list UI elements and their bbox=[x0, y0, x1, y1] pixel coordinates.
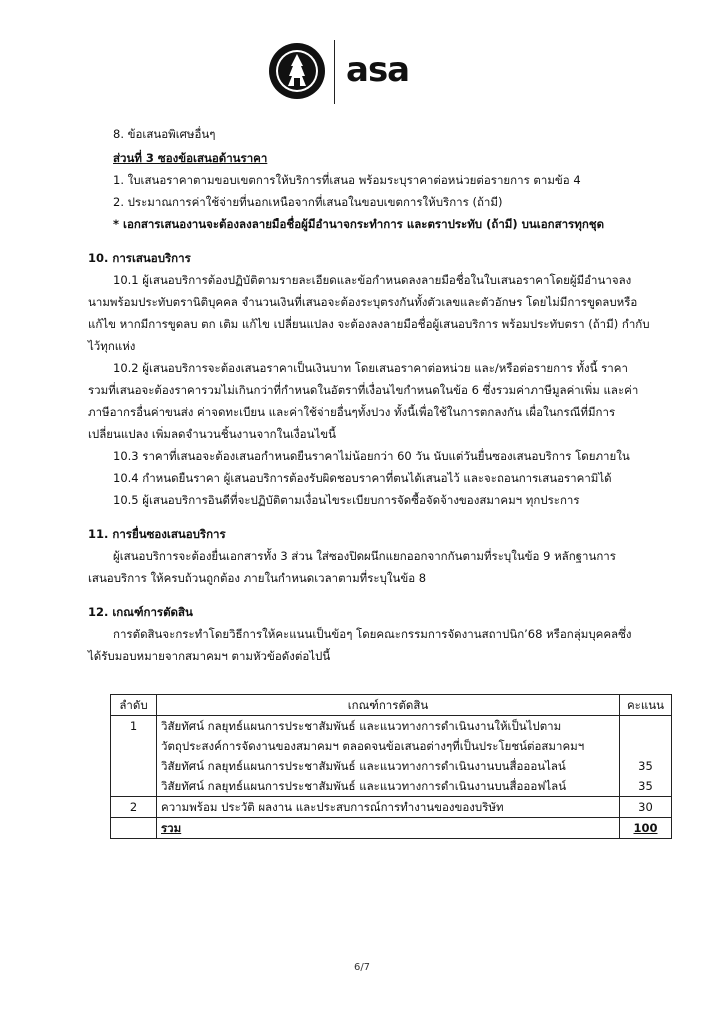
clause-10-2-line2: รวมที่เสนอจะต้องราคารวมไม่เกินกว่าที่กำหนดในอัตราที่เงื่อนไขกำหนดในข้อ 6 ซึ่งรวมค่าภาษีมูลค่าเพิ่ม และค่า bbox=[88, 383, 639, 397]
header-logos bbox=[268, 38, 448, 108]
clause-10-1-line3: แก้ไข หากมีการขูดลบ ตก เติม แก้ไข เปลี่ยนแปลง จะต้องลงลายมือชื่อผู้เสนอบริการ พร้อมประทับตรา (ถ้ามี) กำกับ bbox=[88, 317, 650, 331]
section11-line2: เสนอบริการ ให้ครบถ้วนถูกต้อง ภายในกำหนดเวลาตามที่ระบุในข้อ 8 bbox=[88, 571, 427, 585]
row1-score-online: 35 bbox=[638, 759, 653, 773]
clause-10-4: 10.4 กำหนดยืนราคา ผู้เสนอบริการต้องรับผิดชอบราคาที่ตนได้เสนอไว้ และจะถอนการเสนอราคามิได้ bbox=[113, 471, 612, 485]
total-score: 100 bbox=[620, 818, 672, 839]
clause-10-2-line4: เปลี่ยนแปลง เพิ่มลดจำนวนชิ้นงานจากในเงื่อนไขนี้ bbox=[88, 427, 336, 441]
association-seal-icon bbox=[268, 42, 326, 100]
clause-10-1-line2: นามพร้อมประทับตรานิติบุคคล จำนวนเงินที่เสนอจะต้องระบุตรงกันทั้งตัวเลขและตัวอักษร โดยไม่มีการขูดลบหรือ bbox=[88, 295, 638, 309]
header-score: คะแนน bbox=[620, 695, 672, 716]
section12-line1: การตัดสินจะกระทำโดยวิธีการให้คะแนนเป็นข้อๆ โดยคณะกรรมการจัดงานสถาปนิก’68 หรือกลุ่มบุคคลซึ่ง bbox=[113, 627, 632, 641]
section12-line2: ได้รับมอบหมายจากสมาคมฯ ตามหัวข้อดังต่อไปนี้ bbox=[88, 649, 331, 663]
clause-10-3: 10.3 ราคาที่เสนอจะต้องเสนอกำหนดยืนราคาไม่น้อยกว่า 60 วัน นับแต่วันยื่นซองเสนอบริการ โดยภายใน bbox=[113, 449, 630, 463]
signature-note: * เอกสารเสนองานจะต้องลงลายมือชื่อผู้มีอำนาจกระทำการ และตราประทับ (ถ้ามี) บนเอกสารทุกชุด bbox=[113, 217, 605, 231]
total-label: รวม bbox=[157, 818, 620, 839]
section10-title: 10. การเสนอบริการ bbox=[88, 251, 191, 265]
clause-10-2-line1: 10.2 ผู้เสนอบริการจะต้องเสนอราคาเป็นเงินบาท โดยเสนอราคาต่อหน่วย และ/หรือต่อรายการ ทั้งนี้ ราคา bbox=[113, 361, 628, 375]
table-row bbox=[111, 716, 672, 797]
section11-line1: ผู้เสนอบริการจะต้องยื่นเอกสารทั้ง 3 ส่วน ใส่ซองปิดผนึกแยกออกจากกันตามที่ระบุในข้อ 9 หลักฐานการ bbox=[113, 549, 616, 563]
header-criteria: เกณฑ์การตัดสิน bbox=[157, 695, 620, 716]
criteria-table bbox=[110, 694, 672, 839]
clause-10-1-line4: ไว้ทุกแห่ง bbox=[88, 339, 136, 353]
part3-item-1: 1. ใบเสนอราคาตามขอบเขตการให้บริการที่เสนอ พร้อมระบุราคาต่อหน่วยต่อรายการ ตามข้อ 4 bbox=[113, 173, 581, 187]
section11-title: 11. การยื่นซองเสนอบริการ bbox=[88, 527, 226, 541]
logo-divider bbox=[334, 40, 335, 104]
row1-line2: วัตถุประสงค์การจัดงานของสมาคมฯ ตลอดจนข้อเสนอต่างๆที่เป็นประโยชน์ต่อสมาคมฯ bbox=[161, 739, 585, 753]
row1-scores bbox=[620, 716, 672, 797]
row1-no: 1 bbox=[111, 716, 157, 797]
table-header-row bbox=[111, 695, 672, 716]
section12-title: 12. เกณฑ์การตัดสิน bbox=[88, 605, 193, 619]
asa-logo: asa bbox=[346, 50, 410, 90]
row2-score: 30 bbox=[620, 797, 672, 818]
clause-10-1-line1: 10.1 ผู้เสนอบริการต้องปฏิบัติตามรายละเอียดและข้อกำหนดลงลายมือชื่อในใบเสนอราคาโดยผู้มีอำนาจลง bbox=[113, 273, 632, 287]
part3-item-2: 2. ประมาณการค่าใช้จ่ายที่นอกเหนือจากที่เสนอในขอบเขตการให้บริการ (ถ้ามี) bbox=[113, 195, 503, 209]
row1-score-offline: 35 bbox=[638, 779, 653, 793]
row2-criteria: ความพร้อม ประวัติ ผลงาน และประสบการณ์การทำงานของของบริษัท bbox=[157, 797, 620, 818]
row1-line4: วิสัยทัศน์ กลยุทธ์แผนการประชาสัมพันธ์ และแนวทางการดำเนินงานบนสื่อออฟไลน์ bbox=[161, 779, 567, 793]
row2-no: 2 bbox=[111, 797, 157, 818]
table-total-row bbox=[111, 818, 672, 839]
table-row bbox=[111, 797, 672, 818]
clause-10-5: 10.5 ผู้เสนอบริการอินดีที่จะปฏิบัติตามเงื่อนไขระเบียบการจัดซื้อจัดจ้างของสมาคมฯ ทุกประการ bbox=[113, 493, 580, 507]
clause-10-2-line3: ภาษีอากรอื่นค่าขนส่ง ค่าจดทะเบียน และค่าใช้จ่ายอื่นๆทั้งปวง ทั้งนี้เพื่อใช้ในการตกลงกัน เผื่อในกรณีที่มีการ bbox=[88, 405, 616, 419]
part3-title: ส่วนที่ 3 ซองข้อเสนอด้านราคา bbox=[113, 151, 268, 165]
page-number: 6/7 bbox=[353, 962, 371, 973]
row1-criteria bbox=[157, 716, 620, 797]
row1-line1: วิสัยทัศน์ กลยุทธ์แผนการประชาสัมพันธ์ และแนวทางการดำเนินงานให้เป็นไปตาม bbox=[161, 719, 562, 733]
item-8: 8. ข้อเสนอพิเศษอื่นๆ bbox=[113, 127, 216, 141]
header-no: ลำดับ bbox=[111, 695, 157, 716]
row1-line3: วิสัยทัศน์ กลยุทธ์แผนการประชาสัมพันธ์ และแนวทางการดำเนินงานบนสื่อออนไลน์ bbox=[161, 759, 566, 773]
